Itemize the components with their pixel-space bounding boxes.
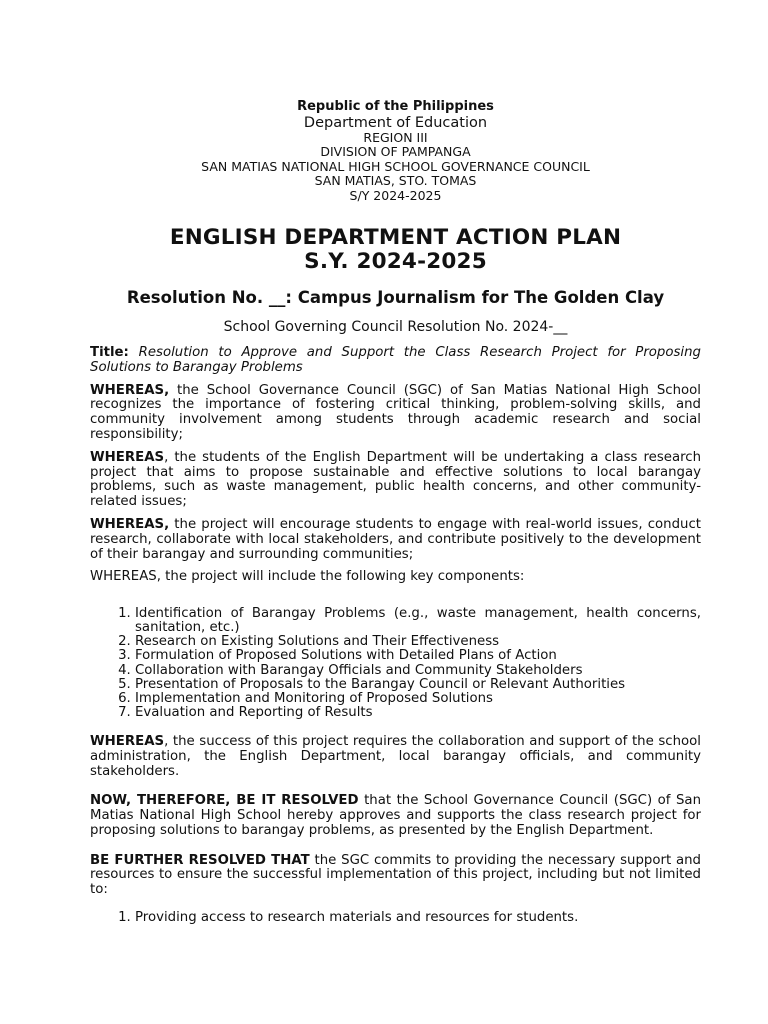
further-resolved-paragraph (90, 854, 701, 898)
further-resolved-label: BE FURTHER RESOLVED THAT (90, 852, 310, 868)
whereas-paragraph-1 (90, 384, 701, 443)
support-list (90, 911, 701, 925)
whereas-text: , the success of this project requires the collaboration and support of the school administration, the English Department, local barangay officials, and community stakeholders. (90, 733, 701, 779)
list-item: 5. Presentation of Proposals to the Barangay Council or Relevant Authorities (135, 678, 701, 692)
title-line-2: S.Y. 2024-2025 (304, 248, 487, 274)
title-text: Resolution to Approve and Support the Class Research Project for Proposing Solutions to Barangay Problems (90, 345, 701, 375)
list-item: 1. Providing access to research materials and resources for students. (135, 911, 701, 925)
whereas-text: , the students of the English Department will be undertaking a class research project that aims to propose sustainable and effective solutions to local barangay problems, such as waste management, public health concerns, and other community-related issues; (90, 449, 701, 510)
council-line: SAN MATIAS NATIONAL HIGH SCHOOL GOVERNANCE COUNCIL (201, 158, 590, 174)
school-year-line: S/Y 2024-2025 (349, 187, 442, 203)
letterhead (90, 100, 701, 203)
list-item: 2. Research on Existing Solutions and Their Effectiveness (135, 635, 701, 649)
list-item: 1. Identification of Barangay Problems (e.g., waste management, health concerns, sanitation, etc.) (135, 607, 701, 635)
republic-line: Republic of the Philippines (297, 99, 494, 114)
resolved-paragraph (90, 794, 701, 838)
title-line-1: ENGLISH DEPARTMENT ACTION PLAN (169, 225, 622, 250)
whereas-text: the School Governance Council (SGC) of San Matias National High School recognizes the importance of fostering critical thinking, problem-solving skills, and community involvement among students through academic research and social responsibility; (90, 382, 701, 442)
whereas-paragraph-5 (90, 735, 701, 779)
title-paragraph (90, 346, 701, 376)
whereas-label: WHEREAS (90, 733, 165, 749)
division-line: DIVISION OF PAMPANGA (320, 144, 471, 159)
resolution-number: School Governing Council Resolution No. 2024-__ (223, 319, 568, 335)
list-item: 3. Formulation of Proposed Solutions with Detailed Plans of Action (135, 649, 701, 663)
region-line: REGION III (363, 129, 428, 145)
whereas-paragraph-4: WHEREAS, the project will include the following key components: (90, 569, 525, 585)
resolved-label: NOW, THEREFORE, BE IT RESOLVED (90, 793, 359, 809)
resolved-text: that the School Governance Council (SGC) of San Matias National High School hereby approves and supports the class research project for proposing solutions to barangay problems, as presented by the English Department. (90, 793, 701, 838)
whereas-label: WHEREAS (90, 449, 165, 465)
whereas-label: WHEREAS, (90, 516, 170, 532)
whereas-text: the project will encourage students to engage with real-world issues, conduct research, collaborate with local stakeholders, and contribute positively to the development of their barangay and surrounding communities; (90, 516, 701, 562)
document-title (90, 226, 701, 273)
whereas-paragraph-2 (90, 451, 701, 510)
components-list (90, 607, 701, 720)
title-label: Title: (90, 345, 129, 360)
department-line: Department of Education (303, 114, 488, 131)
whereas-label: WHEREAS, (90, 382, 170, 398)
address-line: SAN MATIAS, STO. TOMAS (314, 173, 477, 188)
whereas-paragraph-3 (90, 518, 701, 562)
resolution-heading: Resolution No. __: Campus Journalism for The Golden Clay (126, 288, 665, 307)
list-item: 6. Implementation and Monitoring of Proposed Solutions (135, 692, 701, 706)
list-item: 4. Collaboration with Barangay Officials and Community Stakeholders (135, 664, 701, 678)
further-resolved-text: the SGC commits to providing the necessary support and resources to ensure the successful implementation of this project, including but not limited to: (90, 852, 701, 898)
list-item: 7. Evaluation and Reporting of Results (135, 706, 701, 720)
